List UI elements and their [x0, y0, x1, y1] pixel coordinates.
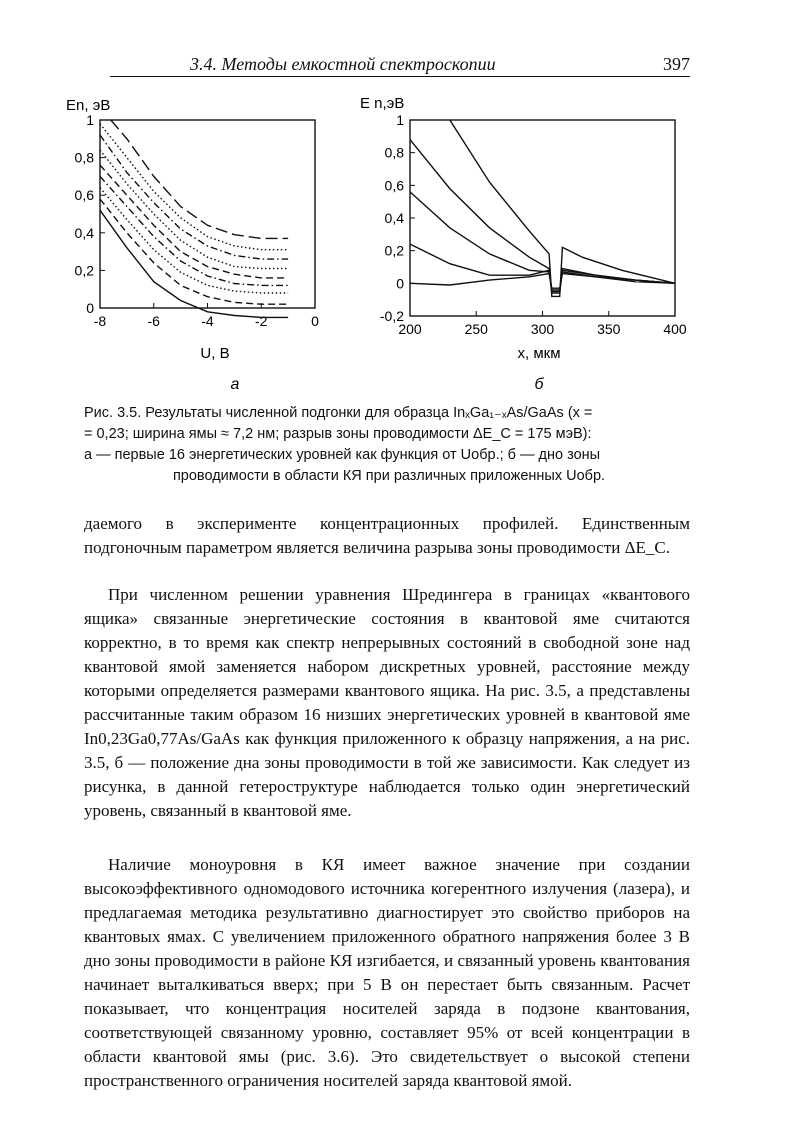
body-paragraph-3	[84, 853, 690, 1093]
y-tick-label: 0,2	[384, 242, 404, 259]
x-tick-label: 350	[597, 321, 621, 337]
y-tick-label: 0,8	[74, 149, 94, 166]
series-line	[100, 124, 288, 250]
x-tick-label: -6	[147, 313, 160, 329]
caption-line: = 0,23; ширина ямы ≈ 7,2 нм; разрыв зоны проводимости ΔE_C = 175 мэВ):	[84, 426, 592, 442]
x-tick-label: 250	[464, 321, 488, 337]
panel-a-label: а	[230, 376, 240, 393]
panel-a-y-label: En, эВ	[66, 97, 111, 114]
y-tick-label: 0,4	[74, 224, 94, 241]
chart-panel-b	[360, 95, 687, 393]
y-tick-label: 0,2	[74, 262, 94, 279]
caption-line: Рис. 3.5. Результаты численной подгонки для образца InₓGa₁₋ₓAs/GaAs (x =	[84, 405, 593, 421]
page-header	[110, 54, 690, 78]
x-tick-label: 0	[311, 313, 319, 329]
y-tick-label: 0,6	[74, 187, 94, 204]
y-tick-label: 0,6	[384, 177, 404, 194]
x-tick-label: -4	[201, 313, 214, 329]
figure-svg	[50, 88, 700, 400]
x-tick-label: -2	[255, 313, 268, 329]
panel-b-x-label: x, мкм	[517, 345, 561, 362]
caption-line: проводимости в области КЯ при различных приложенных Uобр.	[172, 468, 606, 484]
y-tick-label: 0,8	[384, 144, 404, 161]
series-line	[410, 140, 675, 294]
paragraph-text: даемого в эксперименте концентрационных профилей. Единственным подгоночным параметром является величина разрыва зоны проводимости ΔE_C.	[84, 514, 690, 557]
body-paragraph-2	[84, 583, 690, 823]
figure-caption	[84, 403, 694, 487]
series-line	[100, 150, 288, 268]
y-tick-label: 0,4	[384, 210, 404, 226]
series-line	[410, 244, 675, 290]
plot-frame	[100, 120, 315, 308]
series-line	[100, 176, 288, 285]
x-tick-label: 200	[398, 321, 422, 337]
plot-frame	[410, 120, 675, 316]
series-line	[100, 210, 288, 317]
x-tick-label: -8	[93, 313, 107, 329]
body-paragraph-1	[84, 512, 690, 560]
y-tick-label: 0	[86, 300, 94, 316]
series-line	[410, 192, 675, 292]
series-line	[410, 274, 675, 289]
page-number: 397	[663, 54, 690, 74]
x-tick-label: 300	[530, 321, 555, 337]
panel-a-x-label: U, В	[200, 345, 230, 362]
paragraph-text: При численном решении уравнения Шредингера в границах «квантового ящика» связанные энергетические состояния в квантовой яме считаются корректно, в то время как спектр непрерывных состояний в свободной зоне над квантовой ямой заменяется набором дискретных уровней, расстояние между которыми определяется размерами квантового ящика. На рис. 3.5, а представлены рассчитанные таким образом 16 низших энергетических уровней в квантовой яме In0,23Ga0,77As/GaAs как функция приложенного к образцу напряжения, а на рис. 3.5, б — положение дна зоны проводимости в той же зависимости. Как следует из рисунка, в данной гетероструктуре наблюдается только один энергетический уровень, связанный в квантовой яме.	[84, 585, 690, 820]
series-line	[100, 135, 288, 259]
series-line	[100, 199, 288, 304]
y-tick-label: 1	[86, 112, 94, 128]
panel-b-label: б	[534, 376, 544, 393]
chart-panel-a	[66, 97, 319, 393]
panel-b-y-label: E n,эВ	[360, 95, 405, 112]
header-rule	[110, 76, 690, 77]
y-tick-label: -0,2	[379, 308, 404, 324]
section-title: 3.4. Методы емкостной спектроскопии	[190, 54, 496, 74]
caption-line: а — первые 16 энергетических уровней как функция от Uобр.; б — дно зоны	[84, 447, 601, 463]
series-line	[111, 120, 288, 238]
y-tick-label: 0	[396, 275, 404, 292]
x-tick-label: 400	[663, 321, 687, 337]
paragraph-text: Наличие моноуровня в КЯ имеет важное значение при создании высокоэффективного одномодового источника когерентного излучения (лазера), и предлагаемая методика результативно диагностирует это свойство приборов на квантовых ямах. С увеличением приложенного обратного напряжения более 3 В дно зоны проводимости в районе КЯ изгибается, и связанный уровень квантования начинает выталкиваться вверх; при 5 В он перестает быть связанным. Расчет показывает, что концентрация носителей заряда в подзоне квантования, соответствующей связанному уровню, составляет 95% от всей концентрации в области квантовой ямы (рис. 3.6). Это свидетельствует о высокой степени пространственного ограничения носителей заряда квантовой ямой.	[84, 855, 690, 1090]
y-tick-label: 1	[396, 112, 404, 128]
figure-3-5	[50, 88, 700, 405]
